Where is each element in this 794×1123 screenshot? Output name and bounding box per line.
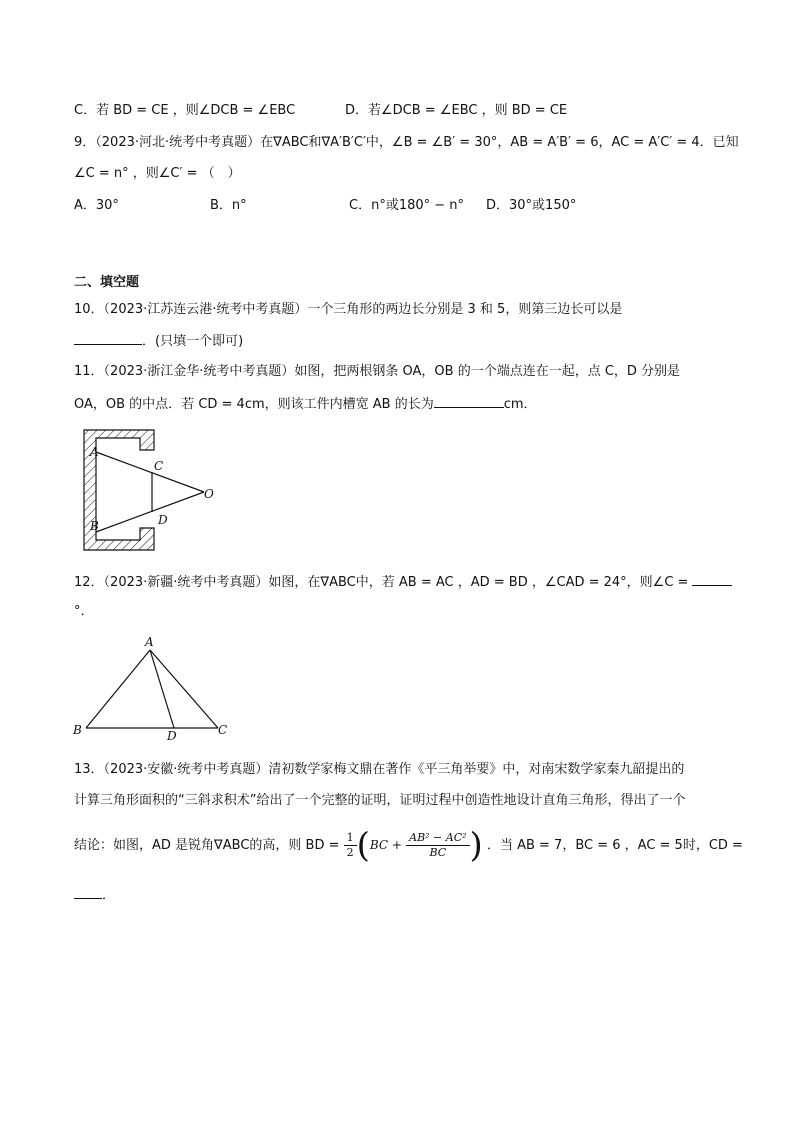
q11-answer-blank: [434, 393, 504, 408]
q11-label-c: C: [154, 459, 164, 473]
q13-right-paren: ): [469, 825, 483, 866]
q11-line2: [74, 393, 537, 415]
q9-option-c: C．n°或180° − n°: [349, 198, 465, 213]
q12-label-c: C: [218, 723, 228, 737]
q11-label-d: D: [158, 513, 168, 527]
q13-half-num: 1: [344, 831, 357, 846]
q10-line2-suffix: ．(只填一个即可): [142, 334, 244, 349]
q12-label-d: D: [167, 729, 177, 743]
q9-option-a: A．30°: [74, 198, 119, 213]
q12-label-a: A: [145, 635, 154, 649]
q10-answer-blank: [74, 330, 142, 345]
q11-label-b: B: [90, 519, 99, 533]
q11-label-o: O: [204, 487, 214, 501]
q13-main-fraction: [406, 831, 469, 860]
q13-paren-inner: BC +: [369, 838, 402, 852]
q11-label-a: A: [90, 445, 99, 459]
q12-figure: [70, 634, 230, 744]
q12-side-ac: [150, 650, 218, 728]
q12-segment-ad: [150, 650, 174, 728]
q13-answer-blank: [74, 884, 102, 899]
q13-line3-prefix: 结论：如图，AD 是锐角∇ABC的高，则 BD =: [74, 838, 340, 853]
q13-line2: 计算三角形面积的“三斜求积术”给出了一个完整的证明，证明过程中创造性地设计直角三角形，得出了一个: [74, 793, 686, 808]
q8-option-c: C．若 BD = CE ，则∠DCB = ∠EBC: [74, 103, 296, 118]
q12-answer-blank: [692, 571, 732, 586]
q9-line2: ∠C = n° ，则∠C′ = （ ）: [74, 166, 241, 181]
q11-line1: 11．（2023·浙江金华·统考中考真题）如图，把两根钢条 OA，OB 的一个端点连在一起，点 C，D 分别是: [74, 364, 681, 379]
q13-line4-suffix: ．: [102, 888, 116, 903]
q13-frac-den: BC: [429, 846, 447, 859]
q12-line1: [74, 571, 732, 593]
q13-half-den: 2: [346, 846, 354, 859]
q10-line1: 10．（2023·江苏连云港·统考中考真题）一个三角形的两边长分别是 3 和 5，则第三边长可以是: [74, 302, 623, 317]
q13-line3: [74, 822, 743, 868]
section-title-fill-in: 二、填空题: [74, 275, 140, 290]
q13-line4: [74, 884, 115, 906]
q11-bar-ob: [96, 492, 204, 532]
q13-half-fraction: [344, 831, 357, 860]
q9-option-d: D．30°或150°: [486, 198, 577, 213]
q11-unit: cm．: [503, 397, 537, 412]
q13-line1: 13．（2023·安徽·统考中考真题）清初数学家梅文鼎在著作《平三角举要》中，对南宋数学家秦九韶提出的: [74, 762, 685, 777]
q9-option-b: B．n°: [210, 198, 247, 213]
q12-side-ab: [86, 650, 150, 728]
q12-line1-text: 12．（2023·新疆·统考中考真题）如图，在∇ABC中，若 AB = AC ，AD = BD ，∠CAD = 24°，则∠C =: [74, 575, 689, 590]
q12-label-b: B: [73, 723, 82, 737]
q11-figure: [82, 428, 232, 558]
q13-left-paren: (: [356, 825, 370, 866]
q13-frac-num: AB² − AC²: [406, 831, 469, 846]
q12-line2: °．: [74, 604, 94, 619]
q11-line2-prefix: OA，OB 的中点．若 CD = 4cm，则该工件内槽宽 AB 的长为: [74, 397, 434, 412]
q9-line1: 9．（2023·河北·统考中考真题）在∇ABC和∇A′B′C′中，∠B = ∠B′ = 30°，AB = A′B′ = 6，AC = A′C′ = 4．已知: [74, 135, 739, 150]
q10-line2: [74, 330, 243, 352]
q13-line3-suffix: ．当 AB = 7，BC = 6 ，AC = 5时，CD =: [486, 838, 743, 853]
q8-option-d: D．若∠DCB = ∠EBC ，则 BD = CE: [345, 103, 568, 118]
q11-bar-oa: [96, 452, 204, 492]
